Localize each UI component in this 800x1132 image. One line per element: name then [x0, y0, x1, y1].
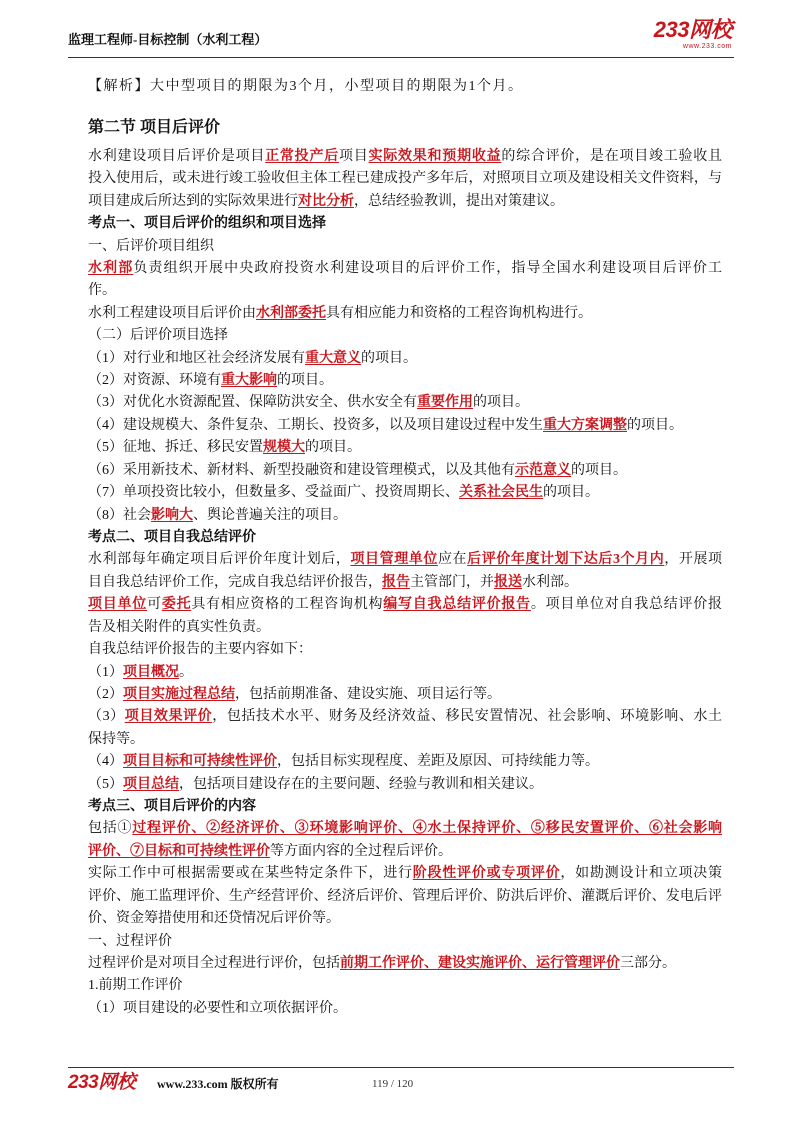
list-item: [88, 437, 722, 459]
list-item: [88, 370, 722, 392]
text-run: 自我总结评价报告的主要内容如下：: [88, 642, 312, 658]
text-run: 具有相应能力和资格的工程咨询机构进行。: [326, 305, 592, 321]
text-line: [88, 258, 722, 280]
text-run: 【解析】大中型项目的期限为3个月，小型项目的期限为1个月。: [88, 78, 524, 94]
text-run: ，包括项目建设存在的主要问题、经验与教训和相关建议。: [179, 776, 543, 792]
key-term-highlight: 项目概况: [123, 664, 179, 680]
key-term-highlight: 编写自我总结评价报告: [383, 597, 531, 613]
footer-divider: [68, 1067, 734, 1068]
key-term-highlight: 水利部: [88, 260, 134, 276]
key-term-highlight: 水利部委托: [256, 305, 326, 321]
key-term-highlight: 阶段性评价或专项评价: [412, 866, 561, 882]
text-run: 应在: [437, 552, 468, 568]
text-line: [88, 975, 722, 997]
text-line: [88, 325, 722, 347]
text-run: （5）征地、拆迁、移民安置: [88, 440, 263, 456]
text-line: [88, 415, 722, 437]
text-run: 水利部每年确定项目后评价年度计划后，: [88, 552, 351, 568]
text-line: [88, 460, 722, 482]
text-run: （6）采用新技术、新材料、新型投融资和建设管理模式，以及其他有: [88, 462, 515, 478]
paragraph: [88, 953, 722, 975]
key-term-highlight: 后评价年度计划下达后3个月内: [467, 552, 665, 568]
key-term-highlight: 示范意义: [515, 462, 571, 478]
paragraph: [88, 549, 722, 594]
text-line: [88, 617, 722, 639]
paragraph: [88, 975, 722, 997]
text-run: 告及相关附件的真实性负责。: [88, 619, 270, 635]
exam-point-heading: [88, 527, 722, 549]
text-line: [88, 437, 722, 459]
page-number: 119 / 120: [372, 1078, 414, 1090]
brand-logo-url: www.233.com: [682, 43, 732, 50]
text-run: 主管部门，并: [410, 574, 494, 590]
key-term-highlight: 规模大: [263, 440, 305, 456]
document-body: [88, 76, 722, 1020]
paragraph: [88, 236, 722, 258]
key-term-highlight: 委托: [161, 597, 192, 613]
exam-point-heading: [88, 213, 722, 235]
text-run: 一、后评价项目组织: [88, 238, 214, 254]
text-run: 保持等。: [88, 731, 144, 747]
text-run: 可: [147, 597, 162, 613]
text-line: [88, 482, 722, 504]
text-run: ，总结经验教训，提出对策建议。: [354, 193, 564, 209]
text-run: 目自我总结评价工作，完成自我总结评价报告，: [88, 574, 382, 590]
text-line: [88, 751, 722, 773]
text-run: ，包括技术水平、财务及经济效益、移民安置情况、社会影响、环境影响、水土: [212, 709, 723, 725]
brand-logo: [654, 18, 732, 51]
text-run: 评价、施工监理评价、生产经营评价、经济后评价、管理后评价、防洪后评价、灌溉后评价、发电后评: [88, 888, 722, 904]
text-line: [88, 370, 722, 392]
text-run: （4）建设规模大、条件复杂、工期长、投资多，以及项目建设过程中发生: [88, 417, 543, 433]
text-run: 一、过程评价: [88, 933, 172, 949]
key-term-highlight: 项目实施过程总结: [123, 686, 235, 702]
key-term-highlight: 项目目标和可持续性评价: [123, 754, 277, 770]
key-term-highlight: 关系社会民生: [459, 485, 543, 501]
text-run: 水利建设项目后评价是项目: [88, 148, 266, 164]
text-run: 1.前期工作评价: [88, 978, 183, 994]
key-term-highlight: 项目单位: [88, 597, 148, 613]
key-term-highlight: 报送: [494, 574, 522, 590]
text-line: [88, 115, 722, 141]
key-term-highlight: 影响大: [151, 507, 193, 523]
text-line: [88, 796, 722, 818]
text-run: （2）: [88, 686, 123, 702]
text-run: ，包括目标实现程度、差距及原因、可持续能力等。: [277, 754, 599, 770]
text-run: （7）单项投资比较小，但数量多、受益面广、投资周期长、: [88, 485, 459, 501]
text-run: 三部分。: [620, 956, 676, 971]
text-line: [88, 594, 722, 616]
paragraph: [88, 639, 722, 661]
text-run: 项目建成后所达到的实际效果进行: [88, 193, 298, 209]
text-run: 的项目。: [627, 417, 683, 433]
text-run: （1）对行业和地区社会经济发展有: [88, 350, 305, 366]
text-run: 的项目。: [305, 440, 361, 456]
list-item: [88, 998, 722, 1020]
key-term-highlight: 报告: [382, 574, 410, 590]
paragraph: [88, 146, 722, 213]
list-item: [88, 482, 722, 504]
text-run: 投入使用后，或未进行竣工验收但主体工程已建成投产多年后，对照项目立项及建设相关文件资料，与: [88, 171, 722, 187]
text-line: [88, 841, 722, 863]
text-run: 的项目。: [361, 350, 417, 366]
paragraph: [88, 863, 722, 930]
text-run: 负责组织开展中央政府投资水利建设项目的后评价工作，指导全国水利建设项目后评价工: [133, 260, 723, 276]
brand-logo-text: 233网校: [653, 17, 732, 42]
text-run: 包括①: [88, 821, 133, 837]
list-item: [88, 348, 722, 370]
text-line: [88, 280, 722, 302]
text-run: 项目: [338, 148, 369, 164]
text-run: 的项目。: [543, 485, 599, 501]
text-run: 第二节 项目后评价: [88, 119, 221, 137]
text-run: 的项目。: [277, 373, 333, 389]
text-run: 价、资金筹措使用和还贷情况后评价等。: [88, 911, 340, 927]
analysis-note: [88, 76, 722, 98]
text-run: （2）对资源、环境有: [88, 373, 221, 389]
key-term-highlight: 评价、⑦目标和可持续性评价: [88, 843, 270, 859]
list-item: [88, 392, 722, 414]
key-term-highlight: 项目效果评价: [124, 709, 213, 725]
text-run: 考点二、项目自我总结评价: [88, 529, 256, 545]
text-line: [88, 863, 722, 885]
text-run: 的项目。: [473, 395, 529, 411]
text-line: [88, 303, 722, 325]
key-term-highlight: 正常投产后: [265, 148, 339, 164]
text-run: 考点一、项目后评价的组织和项目选择: [88, 216, 326, 232]
text-line: [88, 953, 722, 975]
text-run: （二）后评价项目选择: [88, 328, 228, 344]
list-item: [88, 706, 722, 751]
text-line: [88, 236, 722, 258]
list-item: [88, 751, 722, 773]
text-line: [88, 168, 722, 190]
key-term-highlight: 过程评价、②经济评价、③环境影响评价、④水土保持评价、⑤移民安置评价、⑥社会影响: [132, 821, 723, 837]
footer-logo: 233网校: [68, 1072, 136, 1093]
text-run: 的项目。: [571, 462, 627, 478]
text-line: [88, 774, 722, 796]
list-item: [88, 415, 722, 437]
list-item: [88, 460, 722, 482]
paragraph: [88, 258, 722, 303]
text-line: [88, 931, 722, 953]
key-term-highlight: 重大意义: [305, 350, 361, 366]
paragraph: [88, 931, 722, 953]
text-run: 实际工作中可根据需要或在某些特定条件下，进行: [88, 866, 413, 882]
text-run: 、舆论普遍关注的项目。: [193, 507, 347, 523]
text-line: [88, 549, 722, 571]
header-divider: [68, 57, 734, 58]
text-line: [88, 392, 722, 414]
text-line: [88, 662, 722, 684]
exam-point-heading: [88, 796, 722, 818]
list-item: [88, 774, 722, 796]
text-run: （8）社会: [88, 507, 151, 523]
key-term-highlight: 实际效果和预期收益: [368, 148, 502, 164]
text-run: （3）对优化水资源配置、保障防洪安全、供水安全有: [88, 395, 417, 411]
text-line: [88, 76, 722, 98]
text-line: [88, 639, 722, 661]
text-line: [88, 729, 722, 751]
text-line: [88, 818, 722, 840]
paragraph: [88, 818, 722, 863]
text-run: （4）: [88, 754, 123, 770]
text-run: 考点三、项目后评价的内容: [88, 799, 256, 815]
footer-copyright: www.233.com 版权所有: [157, 1077, 279, 1091]
text-run: 具有相应资格的工程咨询机构: [191, 597, 384, 613]
text-line: [88, 886, 722, 908]
text-line: [88, 684, 722, 706]
text-run: 过程评价是对项目全过程进行评价，包括: [88, 956, 340, 971]
text-line: [88, 706, 722, 728]
text-line: [88, 505, 722, 527]
key-term-highlight: 前期工作评价、建设实施评价、运行管理评价: [340, 956, 620, 971]
key-term-highlight: 项目总结: [123, 776, 179, 792]
text-line: [88, 572, 722, 594]
text-run: ，开展项: [664, 552, 723, 568]
text-run: 的综合评价，是在项目竣工验收且: [501, 148, 723, 164]
paragraph: [88, 325, 722, 347]
key-term-highlight: 重要作用: [417, 395, 473, 411]
text-run: ，包括前期准备、建设实施、项目运行等。: [235, 686, 501, 702]
text-run: （5）: [88, 776, 123, 792]
text-line: [88, 191, 722, 213]
key-term-highlight: 重大影响: [221, 373, 277, 389]
paragraph: [88, 303, 722, 325]
section-heading: [88, 115, 722, 141]
document-title: 监理工程师-目标控制（水利工程）: [68, 32, 268, 47]
text-run: 。: [179, 664, 193, 680]
text-line: [88, 146, 722, 168]
paragraph: [88, 594, 722, 639]
text-line: [88, 908, 722, 930]
text-line: [88, 527, 722, 549]
text-run: 。项目单位对自我总结评价报: [530, 597, 723, 613]
list-item: [88, 662, 722, 684]
text-line: [88, 998, 722, 1020]
text-run: （1）项目建设的必要性和立项依据评价。: [88, 1000, 347, 1016]
list-item: [88, 505, 722, 527]
text-run: ，如勘测设计和立项决策: [560, 866, 723, 882]
key-term-highlight: 项目管理单位: [350, 552, 438, 568]
key-term-highlight: 重大方案调整: [543, 417, 627, 433]
list-item: [88, 684, 722, 706]
key-term-highlight: 对比分析: [298, 193, 354, 209]
text-run: 水利部。: [522, 574, 578, 590]
text-line: [88, 348, 722, 370]
text-run: （3）: [88, 709, 125, 725]
text-run: （1）: [88, 664, 123, 680]
text-run: 等方面内容的全过程后评价。: [270, 843, 452, 859]
text-run: 水利工程建设项目后评价由: [88, 305, 256, 321]
text-run: 作。: [88, 283, 116, 299]
text-line: [88, 213, 722, 235]
